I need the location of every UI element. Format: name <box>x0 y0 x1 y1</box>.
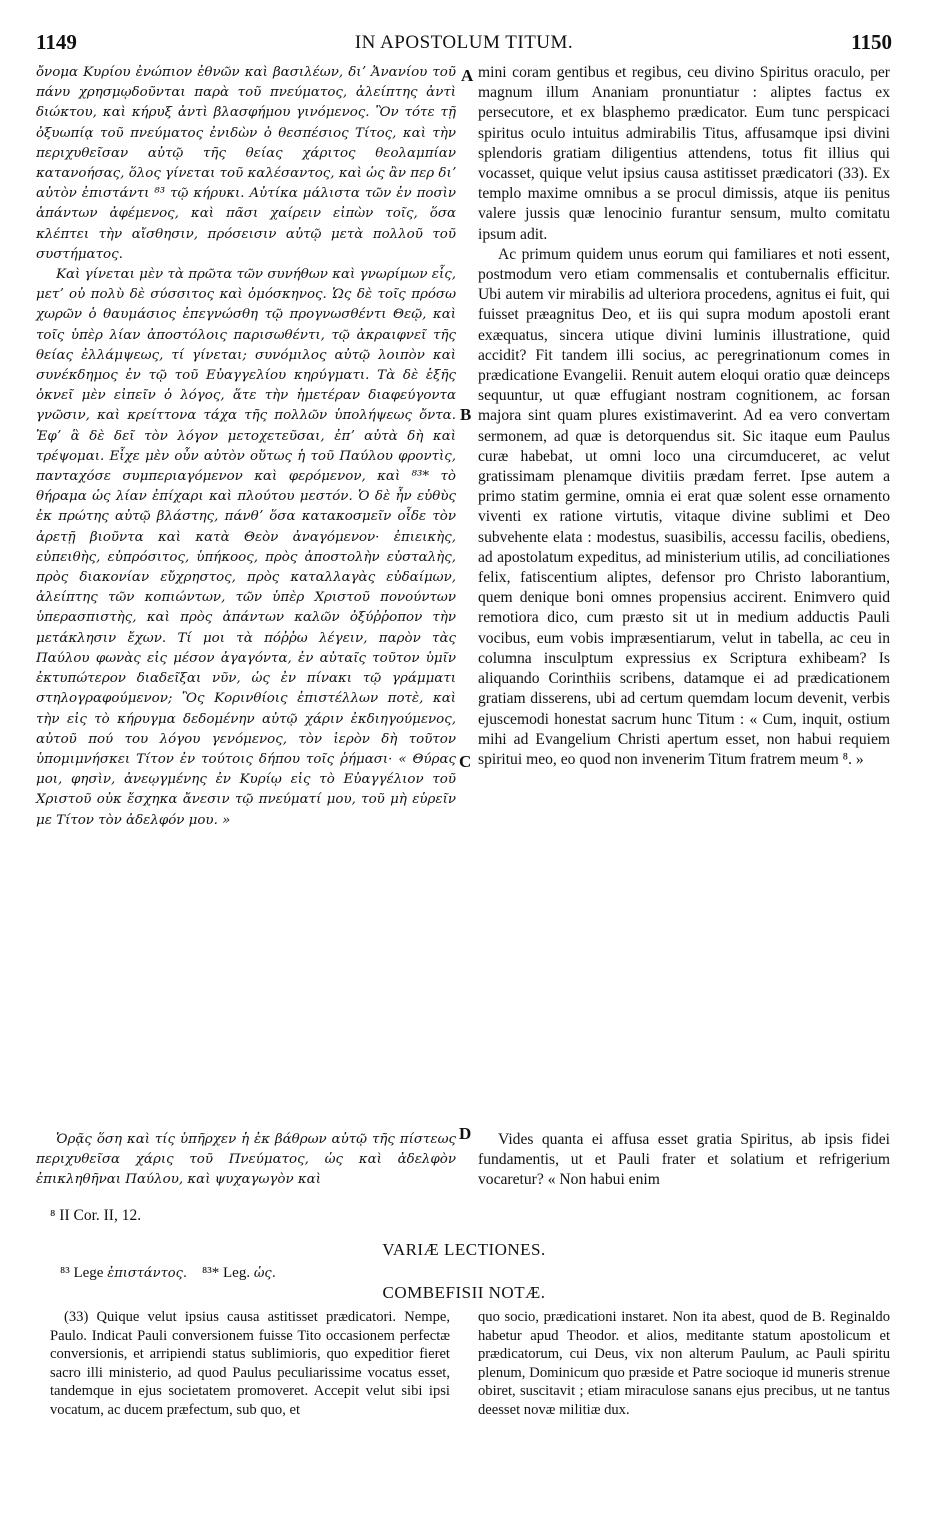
margin-marker-a: A <box>461 66 474 85</box>
variant-2-label: Leg. <box>223 1265 251 1281</box>
scripture-footnote: ⁸ II Cor. II, 12. <box>50 1207 142 1224</box>
greek-paragraph-2: Καὶ γίνεται μὲν τὰ πρῶτα τῶν συνήθων καὶ γνωρίμων εἷς, μετʼ οὐ πολὺ δὲ σύσσιτος καὶ ὁμόσκηνος. Ὡς δὲ τοῖς πρόσω χωρῶν ὁ θαυμάσιος ἐπεγνώσθη τῷ προγνωσθέντι Θεῷ, καὶ τοῖς ὑπὲρ λίαν ἀποστόλοις παρισωθέντι, τῷ ἀκραιφνεῖ τῆς θείας ἐλλάμψεως, τί γίνεται; συνόμιλος αὐτῷ λοιπὸν καὶ συνέκδημος ἐν τῷ τοῦ Εὐαγγελίου κηρύγματι. Τὰ δὲ ἑξῆς ὀκνεῖ μὲν εἰπεῖν ὁ λόγος, ἅτε τὴν ἡμετέραν διαφεύγοντα γνῶσιν, καὶ κρείττονα τάχα τῆς πολλῶν ὑπολήψεως ὄντα. Ἐφʼ ἃ δὲ δεῖ τὸν λόγον μετοχετεῦσαι, ἐπʼ αὐτὰ δὴ καὶ τρέψομαι. Εἶχε μὲν οὖν αὐτὸν οὕτως ἡ τοῦ Παύλου φροντὶς, πανταχόσε συμπεριαγόμενον καὶ φερόμενον, καὶ ⁸³* τὸ θήραμα ὡς λίαν ἐπίχαρι καὶ πλούτου μεστόν. Ὁ δὲ ἦν εὐθὺς ἐκ πρώτης αὐτῷ βλάστης, πάνθʼ ὅσα κατακοσμεῖν οἶδε τὸν ἀρετῇ βιοῦντα καὶ κατὰ Θεὸν ἀναγόμενον· ἐπιεικὴς, εὐπειθὴς, εὐπρόσιτος, ὑπήκοος, πρὸς ἀποστολὴν εὐσταλὴς, πρὸς διακονίαν εὔχρηστος, πρὸς καταλλαγὰς εὐδαίμων, ἀλείπτης τῶν κοπιώντων, τῶν ὑπὲρ Χριστοῦ πονούντων ὑπερασπιστὴς, καὶ πρὸς ἁπάντων καλῶν ὀξύῤῥοπον τὴν μετάκλησιν ἔχων. Τί μοι τὰ πόῤῥω λέγειν, παρὸν τὰς Παύλου φωνὰς εἰς μέσον ἀγαγόντα, ἐν αὐταῖς τοῦτον ὑμῖν ἐκτυπώτερον διαδεῖξαι νῦν, ὡς ἐν πίνακι τῷ γράμματι στηλογραφούμενον; Ὃς Κορινθίοις ἐπιστέλλων ποτὲ, καὶ τὴν εἰς τὸ κήρυγμα δεδομένην αὐτῷ χάριν ἐκδιηγούμενος, αὐτοῦ πού του λόγου γενόμενος, τὸν ἱερὸν δὴ τοῦτον ὑπομιμνήσκει Τίτον ἐν τούτοις δήπου τοῖς ῥήμασι· « Θύρας μοι, φησὶν, ἀνεῳγμένης ἐν Κυρίῳ εἰς τὸ Εὐαγγέλιον τοῦ Χριστοῦ οὐκ ἔσχηκα ἄνεσιν τῷ πνεύματί μου, τοῦ μὴ εὑρεῖν με Τίτον τὸν ἀδελφόν μου. » <box>36 267 456 828</box>
variant-1-greek: ἐπιστάντος. <box>107 1266 188 1281</box>
greek-column-upper <box>36 63 456 831</box>
variant-1-label: Lege <box>73 1265 104 1281</box>
note-33-text: (33) Quique velut ipsius causa astitisset prædicatori. Nempe, Paulo. Indicat Pauli conversionem fuisse Tito occasionem perfectæ conversionis, et arripiendi status sublimioris, quo expeditior fieret sacro illi ministerio, ad quod Paulus peculiarissime vocatus esset, tandemque in ejus societatem promoveret. Accepit velut sibi ipsi vocatum, ac ducem præfectum, sub quo, et <box>50 1309 450 1418</box>
note-33-continuation: quo socio, prædicationi instaret. Non ita abest, quod de B. Reginaldo habetur apud Theodor. et alios, meditante statum apostolicum et prædicatorum, cui Deus, vix non alterum Paulum, ac Pauli spiritu plenum, Dominicum quo præside et Patre socioque id muneris strenue obiret, suscitavit ; etiam miraculose sanans ejus precibus, ut ne tantus deesset novæ militiæ dux. <box>478 1309 890 1418</box>
variant-1-number: ⁸³ <box>60 1265 70 1281</box>
notes-right-column <box>478 1308 890 1419</box>
margin-marker-d: D <box>459 1124 472 1143</box>
page-number-right: 1150 <box>851 30 892 54</box>
latin-paragraph-2: Ac primum quidem unus eorum qui familiares et noti essent, postmodum vero etiam commensalis et contubernalis efficitur. Ubi autem vir mirabilis ad ulteriora procedens, agnitus ei fuit, qui fuisset præagnitus Deo, et iis qui supra modum apostoli erant exæquatus, sincera utique divini luminis illustratione, quid accidit? Fit tandem illi socius, ac peregrinationum comes in prædicatione Evangelii. Renuit autem eloqui oratio quæ deinceps sequuntur, ut quæ effugiant nostram cognitionem, ac forsan majora sint quam plures existimaverint. Ad ea vero convertam sermonem, ad quæ is detorquendus sit. Sic itaque eum Paulus curæ habebat, ut omni loco una circumduceret, ac velut gratissimam plenamque divitiis prædam ferret. Ipse autem a primo statim germine, omnia ei erat quæ solent esse ornamento viventi ex ratione virtutis, vitaque divine sublimi et Deo subvehente elata : modestus, suasibilis, accessu facilis, obediens, ad apostolatum expeditus, ad ministerium utilis, ad conciliationes felix, fatiscentium aliptes, defensor pro Christo laborantium, quem denique boni omnes propensius accirent. Enimvero quid remotiora dico, cum præsto sit ut in medium adductis Pauli vocibus, eum vobis impræsentiarum, velut in tabella, ac ceu in columna insculptum expressius ex Scriptura exhibeam? Is aliquando Corinthiis scribens, datamque ei ad prædicationem gratiam disserens, ubi ad certum quemdam locum devenit, verbis ejuscemodi honestat sacrum hunc Titum : « Cum, inquit, ostium mihi ad Evangelium Christi apertum esset, non habui requiem spiritui meo, eo quod non invenerim Titum fratrem meum ⁸. » <box>478 245 890 768</box>
variant-2-greek: ὡς. <box>253 1266 276 1281</box>
notes-title: COMBEFISII NOTÆ. <box>382 1283 546 1302</box>
greek-column-lower <box>36 1130 456 1191</box>
variant-2-number: ⁸³* <box>202 1265 220 1281</box>
margin-marker-b: B <box>460 405 472 424</box>
greek-paragraph-3: Ὁρᾷς ὅση καὶ τίς ὑπῆρχεν ἡ ἐκ βάθρων αὐτῷ τῆς πίστεως περιχυθεῖσα χάρις τοῦ Πνεύματος, ὡς καὶ ἀδελφὸν ἐπικληθῆναι Παύλου, καὶ ψυχαγωγὸν καὶ <box>36 1132 456 1188</box>
latin-paragraph-3: Vides quanta ei affusa esset gratia Spiritus, ab ipsis fidei fundamentis, ut et Pauli frater et solatium et refrigerium vocaretur? « Non habui enim <box>478 1131 890 1189</box>
page-header <box>36 30 892 56</box>
latin-column-lower <box>478 1130 890 1191</box>
page-number-left: 1149 <box>36 30 77 54</box>
latin-column-upper <box>478 63 890 770</box>
notes-left-column <box>50 1308 450 1419</box>
margin-marker-c: C <box>459 752 472 771</box>
latin-paragraph-1: mini coram gentibus et regibus, ceu divino Spiritus oraculo, per magnum illum Ananiam pronuntiatur : aliptes factus ex persecutore, et ex blasphemo prædicator. Eum tunc perspicaci spiritus oculo intuitus admirabilis Titus, affusamque ipsi divini splendoris gratiam diligentius attendens, totus fit illius qui vocasset, quique velut ipsius causa astitisset prædicatori (33). Ex templo maxime omnibus a se procul dimissis, atque iis penitus valere jussis quæ lenocinio furantur sensum, multo comitatu ipsum adit. <box>478 64 890 243</box>
variae-lectiones <box>60 1265 276 1282</box>
variae-lectiones-title: VARIÆ LECTIONES. <box>382 1240 546 1259</box>
greek-paragraph-1: ὄνομα Κυρίου ἐνώπιον ἐθνῶν καὶ βασιλέων, διʼ Ἀνανίου τοῦ πάνυ χρησμῳδοῦνται παρὰ τοῦ πνεύματος, ἀλείπτης ἀντὶ διώκτου, καὶ κήρυξ ἀντὶ βλασφήμου γινόμενος. Ὃν τότε τῇ ὀξυωπίᾳ τοῦ πνεύματος ἐνιδὼν ὁ θεσπέσιος Τίτος, καὶ τὴν περιχυθεῖσαν αὐτῷ τῆς θείας χάριτος θεολαμπίαν κατανοήσας, ὅλος γίνεται τοῦ καλέσαντος, καὶ ὡς ἂν περ διʼ αὐτὸν ἐπιστάντι ⁸³ τῷ κήρυκι. Αὐτίκα μάλιστα τῶν ἐν ποσὶν ἁπάντων ἀφέμενος, καὶ πᾶσι χαίρειν εἰπὼν τοῖς, ὅσα κλέπτει τὴν αἴσθησιν, πρόσεισιν αὐτῷ μετὰ πολλοῦ τοῦ συστήματος. <box>36 65 456 262</box>
running-title: IN APOSTOLUM TITUM. <box>354 32 574 53</box>
